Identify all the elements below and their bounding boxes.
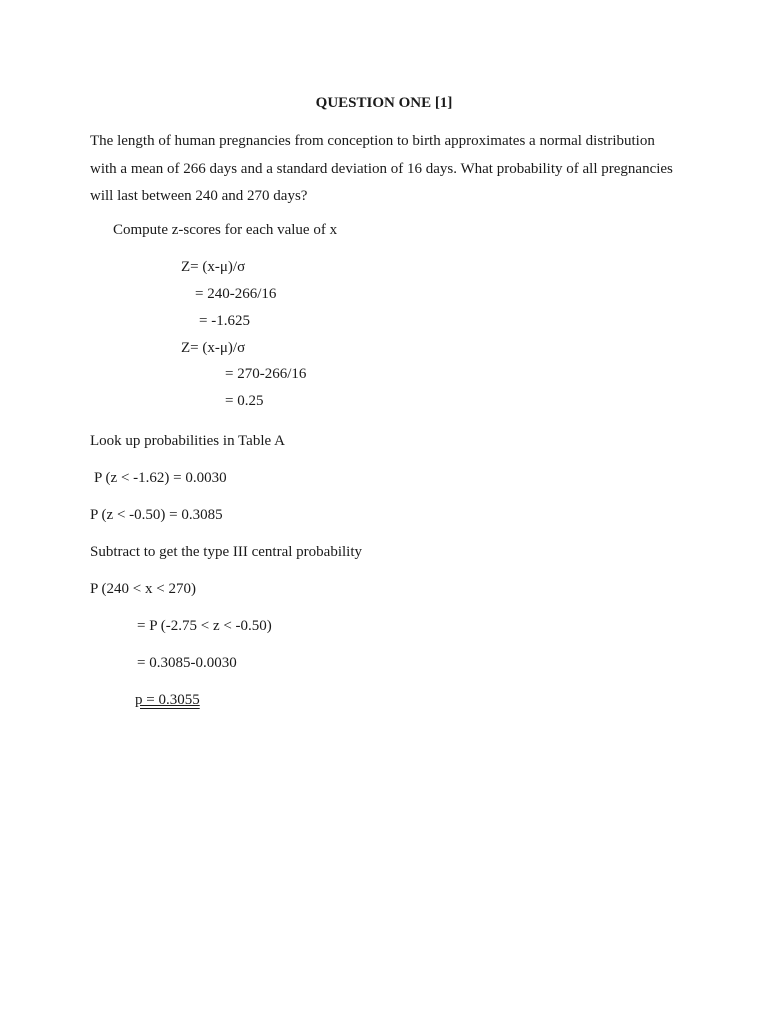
question-line-1: The length of human pregnancies from conception to birth approximates a normal distribution [90, 133, 655, 149]
probability-2: P (z < -0.50) = 0.3085 [90, 507, 223, 523]
range-expression: P (240 < x < 270) [90, 581, 196, 597]
step1-heading: Compute z-scores for each value of x [113, 222, 338, 238]
final-answer: p = 0.3055 [135, 692, 200, 708]
z1-result: = -1.625 [199, 313, 250, 329]
question-paragraph [90, 128, 690, 211]
question-line-3: will last between 240 and 270 days? [90, 188, 308, 204]
question-title: QUESTION ONE [1] [315, 95, 453, 111]
z2-formula: Z= (x-μ)/σ [181, 340, 246, 356]
z1-substitution: = 240-266/16 [195, 286, 277, 302]
step3-heading: Subtract to get the type III central probability [90, 544, 362, 560]
question-line-2: with a mean of 266 days and a standard deviation of 16 days. What probability of all pregnancies [90, 160, 673, 177]
probability-1: P (z < -1.62) = 0.0030 [94, 470, 227, 486]
z2-result: = 0.25 [225, 393, 264, 409]
equation-2: = 0.3085-0.0030 [137, 655, 237, 671]
z1-formula: Z= (x-μ)/σ [181, 259, 246, 275]
z2-substitution: = 270-266/16 [225, 366, 307, 382]
equation-1: = P (-2.75 < z < -0.50) [137, 618, 272, 634]
step2-heading: Look up probabilities in Table A [90, 433, 285, 449]
